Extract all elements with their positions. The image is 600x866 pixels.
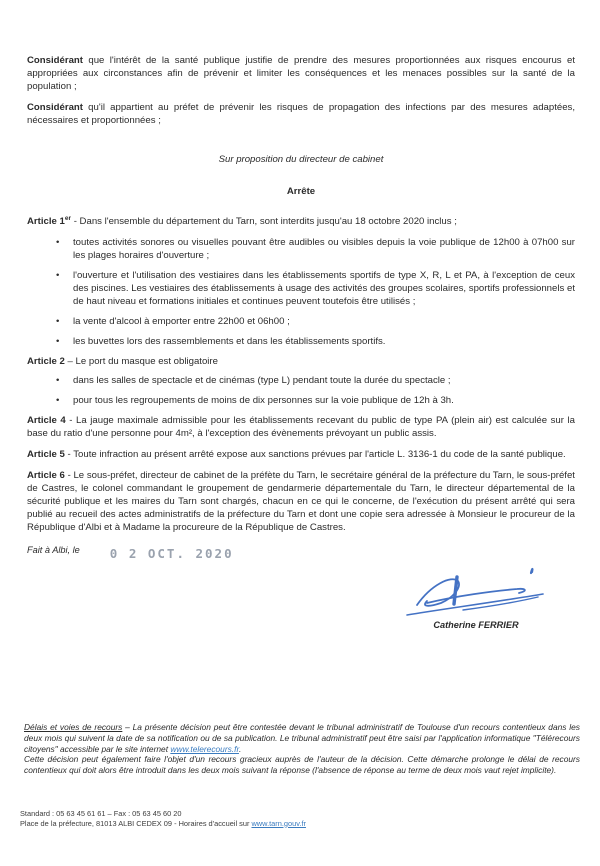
- article-5-label: Article 5: [27, 449, 65, 460]
- article-5-paragraph: [27, 448, 575, 461]
- footer-phone-line: Standard : 05 63 45 61 61 – Fax : 05 63 45 60 20: [20, 809, 182, 818]
- footer-address-text: Place de la préfecture, 81013 ALBI CEDEX 09 - Horaires d'accueil sur: [20, 818, 252, 828]
- article-1-label: Article 1: [27, 216, 65, 227]
- article-2-paragraph: [27, 355, 575, 368]
- article-1-paragraph: [27, 215, 575, 228]
- considerant-text: qu'il appartient au préfet de prévenir les risques de propagation des infections par des mesures adaptées, nécessaires et proportionnées ;: [27, 102, 575, 126]
- article-2-text: – Le port du masque est obligatoire: [64, 356, 218, 367]
- considerant-label: Considérant: [27, 55, 83, 66]
- signature-scribble: [401, 563, 551, 619]
- article-4-label: Article 4: [27, 415, 66, 426]
- bullet-text: toutes activités sonores ou visuelles pouvant être audibles ou visibles depuis la voie publique de 12h00 à 07h00 sur les plages horaires d'ouverture ;: [73, 237, 575, 261]
- bullet-text: dans les salles de spectacle et de cinémas (type L) pendant toute la durée du spectacle ;: [73, 375, 451, 386]
- article-6-text: - Le sous-préfet, directeur de cabinet de la préfète du Tarn, le secrétaire général de la préfecture du Tarn, le sous-préfet de Castres, le colonel commandant le groupement de gendarmerie départementale du Tarn, le directeur départemental de la sécurité publique et les maires du Tarn sont chargés, chacun en ce qui le concerne, de l'exécution du présent arrêté qui sera publié au recueil des actes administratifs de la préfecture du Tarn et dont une copie sera adressée à Monsieur le procureur de la République d'Albi et à Madame la procureure de la République de Castres.: [27, 470, 575, 533]
- bullet-text: l'ouverture et l'utilisation des vestiaires dans les établissements sportifs de type X, R, L et PA, à l'exception de ceux des piscines. Les vestiaires des établissements à usage des activités des groupes scolaires, sportifs professionnels et de haut niveau et formations initiales et continues peuvent toutefois être utilisés ;: [73, 270, 575, 307]
- list-item: [27, 335, 575, 348]
- considerant-label: Considérant: [27, 102, 83, 113]
- tarn-gouv-link[interactable]: www.tarn.gouv.fr: [251, 818, 306, 828]
- article-4-text: - La jauge maximale admissible pour les établissements recevant du public de type PA (plein air) est calculée sur la base du ratio d'une personne pour 4m², à l'exception des évènements prévoyant un public assis.: [27, 415, 575, 439]
- footer-address-line: [20, 819, 306, 829]
- considerant-text: que l'intérêt de la santé publique justifie de prendre des mesures proportionnées aux risques encourus et appropriées aux circonstances afin de prévenir et limiter les conséquences et les menaces possibles sur la santé de la population ;: [27, 55, 575, 92]
- recours-label: Délais et voies de recours: [24, 722, 123, 732]
- bullet-text: la vente d'alcool à emporter entre 22h00 et 06h00 ;: [73, 316, 290, 327]
- list-item: [27, 374, 575, 387]
- article-2-label: Article 2: [27, 356, 65, 367]
- arrete-heading: Arrête: [286, 186, 316, 197]
- recours-text-1: – La présente décision peut être contestée devant le tribunal administratif de Toulouse d'un recours contentieux dans les deux mois qui suivent la date de sa notification ou de sa publication. Le tribunal administratif peut être saisi par l'application informatique "Télérecours citoyens" accessible par le site internet: [24, 722, 580, 754]
- list-item: [27, 236, 575, 262]
- telerecours-link[interactable]: www.telerecours.fr: [170, 743, 239, 754]
- prefecture-footer: [20, 809, 306, 828]
- recours-notice: [24, 722, 580, 776]
- considerant-paragraph-1: [27, 54, 575, 93]
- article-6-paragraph: [27, 469, 575, 534]
- recours-text-2: Cette décision peut également faire l'objet d'un recours gracieux auprès de l'auteur de la décision. Cette démarche prolonge le délai de recours contentieux qui doit alors être introduit dans les deux mois suivant la réponse (l'absence de réponse au terme de deux mois vaut rejet implicite).: [24, 754, 580, 776]
- article-1-bullet-list: [27, 236, 575, 348]
- bullet-text: les buvettes lors des rassemblements et dans les établissements sportifs.: [73, 336, 386, 347]
- list-item: [27, 315, 575, 328]
- considerant-paragraph-2: [27, 101, 575, 127]
- date-stamp: 0 2 OCT. 2020: [109, 546, 234, 561]
- signature-block: [391, 563, 561, 630]
- list-item: [27, 269, 575, 308]
- fait-a-albi-label: Fait à Albi, le: [27, 545, 80, 555]
- article-2-bullet-list: [27, 374, 575, 407]
- article-1-text: - Dans l'ensemble du département du Tarn, sont interdits jusqu'au 18 octobre 2020 inclus ;: [71, 216, 457, 227]
- proposition-line: Sur proposition du directeur de cabinet: [218, 154, 384, 165]
- article-4-paragraph: [27, 414, 575, 440]
- recours-after-link: .: [238, 743, 242, 754]
- list-item: [27, 394, 575, 407]
- bullet-text: pour tous les regroupements de moins de dix personnes sur la voie publique de 12h à 3h.: [73, 395, 454, 406]
- signer-name: Catherine FERRIER: [433, 620, 519, 630]
- article-5-text: - Toute infraction au présent arrêté expose aux sanctions prévues par l'article L. 3136-1 du code de la santé publique.: [64, 449, 566, 460]
- date-row: [27, 544, 575, 561]
- article-6-label: Article 6: [27, 470, 65, 481]
- article-1-superscript: er: [64, 214, 72, 222]
